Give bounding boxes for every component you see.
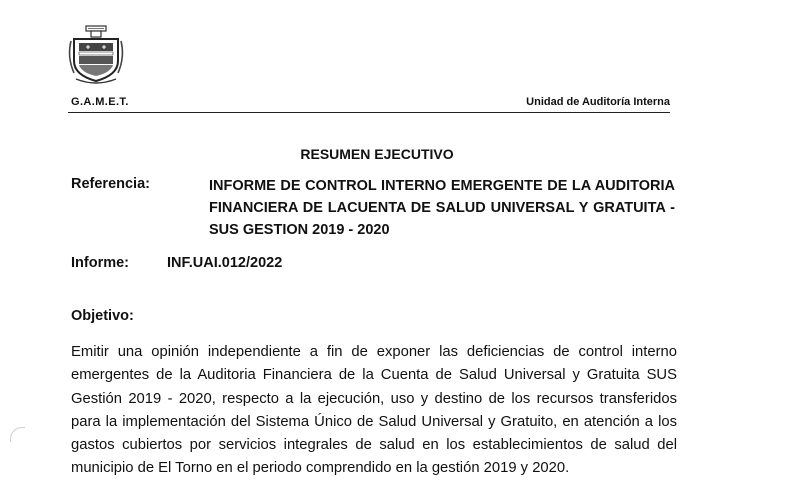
coat-of-arms-icon (66, 23, 126, 87)
header-divider (68, 112, 670, 113)
coat-of-arms-logo (66, 23, 126, 87)
report-number: INF.UAI.012/2022 (167, 255, 283, 271)
reference-text: INFORME DE CONTROL INTERNO EMERGENTE DE LA AUDITORIA FINANCIERA DE LACUENTA DE SALUD UNIVERSAL Y GRATUITA - SUS GESTION 2019 - 2020 (209, 178, 675, 238)
objective-label: Objetivo: (71, 308, 134, 324)
organization-acronym: G.A.M.E.T. (71, 96, 129, 108)
report-label: Informe: (71, 255, 129, 271)
unit-name: Unidad de Auditoría Interna (526, 96, 670, 108)
document-title: RESUMEN EJECUTIVO (300, 146, 454, 162)
scan-artifact (10, 427, 25, 442)
objective-paragraph: Emitir una opinión independiente a fin de exponer las deficiencias de control interno emergentes de la Auditoria Financiera de la Cuenta de Salud Universal y Gratuita SUS Gestión 2019 - 2020, respecto a la ejecución, uso y destino de los recursos transferidos para la implementación del Sistema Único de Salud Universal y Gratuito, en atención a los gastos cubiertos por servicios integrales de salud en los establecimientos de salud del municipio de El Torno en el periodo comprendido en la gestión 2019 y 2020. (71, 344, 677, 477)
reference-label: Referencia: (71, 176, 150, 192)
